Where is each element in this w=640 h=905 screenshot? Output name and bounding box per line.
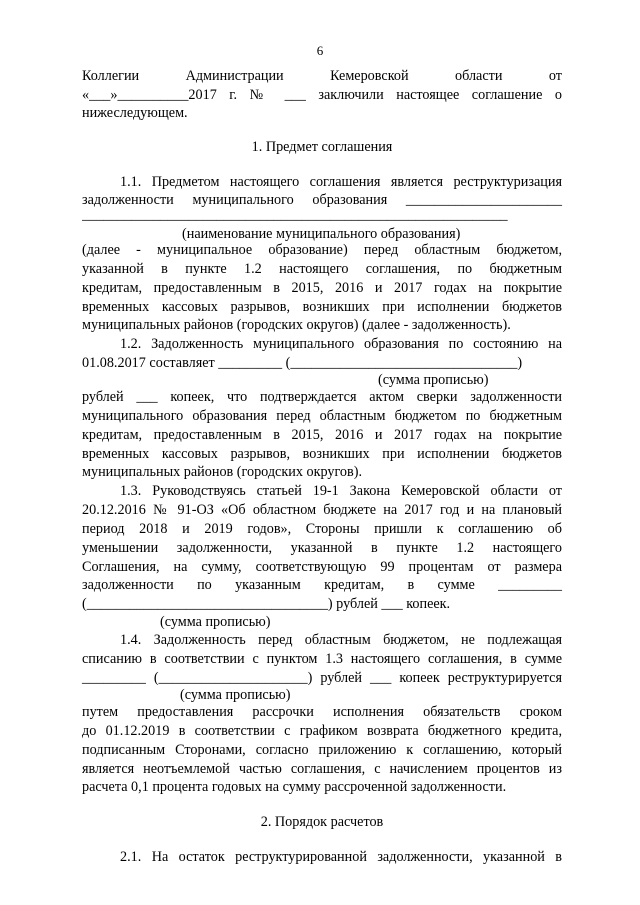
- caption-amount-words: (сумма прописью): [160, 614, 271, 630]
- text-line: является неотъемлемой частью соглашения, с начислением процентов из: [82, 761, 562, 777]
- text-line: списанию в соответствии с пунктом 1.3 настоящего соглашения, в сумме: [82, 651, 562, 667]
- caption-municipality: (наименование муниципального образования): [182, 226, 461, 242]
- text-line: подписанным Сторонами, согласно приложению к соглашению, который: [82, 742, 562, 758]
- text-line: 1.4. Задолженность перед областным бюджетом, не подлежащая: [120, 632, 562, 648]
- section-heading-1: 1. Предмет соглашения: [251, 139, 393, 155]
- text-line: (__________________________________) рублей ___ копеек.: [82, 596, 451, 612]
- caption-amount-words: (сумма прописью): [378, 372, 489, 388]
- text-line: уменьшении задолженности, указанной в пункте 1.2 настоящего: [82, 540, 562, 556]
- text-line: указанной в пункте 1.2 настоящего соглашения, по бюджетным: [82, 261, 562, 277]
- underline-line: ____________________________________________________________: [82, 207, 508, 223]
- text-line: 1.1. Предметом настоящего соглашения является реструктуризация: [120, 174, 562, 190]
- text-line: кредитам, предоставленным в 2015, 2016 и 2017 годах на покрытие: [82, 427, 562, 443]
- text-line: муниципального образования перед областным бюджетом по бюджетным: [82, 408, 562, 424]
- text-line: нижеследующем.: [82, 105, 188, 121]
- text-line: «___»__________2017 г. № ___ заключили настоящее соглашение о: [82, 87, 562, 103]
- text-line: Соглашения, на сумму, соответствующую 99 процентам от размера: [82, 559, 562, 575]
- text-line: Коллегии Администрации Кемеровской области от: [82, 68, 562, 84]
- text-line: _________ (_____________________) рублей ___ копеек реструктурируется: [82, 670, 562, 686]
- text-line: 1.3. Руководствуясь статьей 19-1 Закона Кемеровской области от: [120, 483, 562, 499]
- text-line: задолженности по указанным кредитам, в сумме _________: [82, 577, 562, 593]
- text-line: кредитам, предоставленным в 2015, 2016 и 2017 годах на покрытие: [82, 280, 562, 296]
- text-line: до 01.12.2019 в соответствии с графиком возврата бюджетного кредита,: [82, 723, 562, 739]
- text-line: временных кассовых разрывов, возникших при исполнении бюджетов: [82, 299, 562, 315]
- text-line: 2.1. На остаток реструктурированной задолженности, указанной в: [120, 849, 562, 865]
- text-line: расчета 0,1 процента годовых на сумму рассроченной задолженности.: [82, 779, 507, 795]
- text-line: 01.08.2017 составляет _________ (________________________________): [82, 355, 523, 371]
- text-line: (далее - муниципальное образование) перед областным бюджетом,: [82, 242, 562, 258]
- text-line: муниципальных районов (городских округов).: [82, 464, 363, 480]
- text-line: 20.12.2016 № 91-ОЗ «Об областном бюджете на 2017 год и на плановый: [82, 502, 562, 518]
- text-line: муниципальных районов (городских округов) (далее - задолженность).: [82, 317, 511, 333]
- caption-amount-words: (сумма прописью): [180, 687, 291, 703]
- text-line: временных кассовых разрывов, возникших при исполнении бюджетов: [82, 446, 562, 462]
- text-line: 1.2. Задолженность муниципального образования по состоянию на: [120, 336, 562, 352]
- text-line: путем предоставления рассрочки исполнения обязательств сроком: [82, 704, 562, 720]
- page-number: 6: [316, 43, 324, 58]
- text-line: период 2018 и 2019 годов», Стороны пришли к соглашению об: [82, 521, 562, 537]
- text-line: задолженности муниципального образования ______________________: [82, 192, 562, 208]
- section-heading-2: 2. Порядок расчетов: [260, 814, 384, 830]
- text-line: рублей ___ копеек, что подтверждается актом сверки задолженности: [82, 389, 562, 405]
